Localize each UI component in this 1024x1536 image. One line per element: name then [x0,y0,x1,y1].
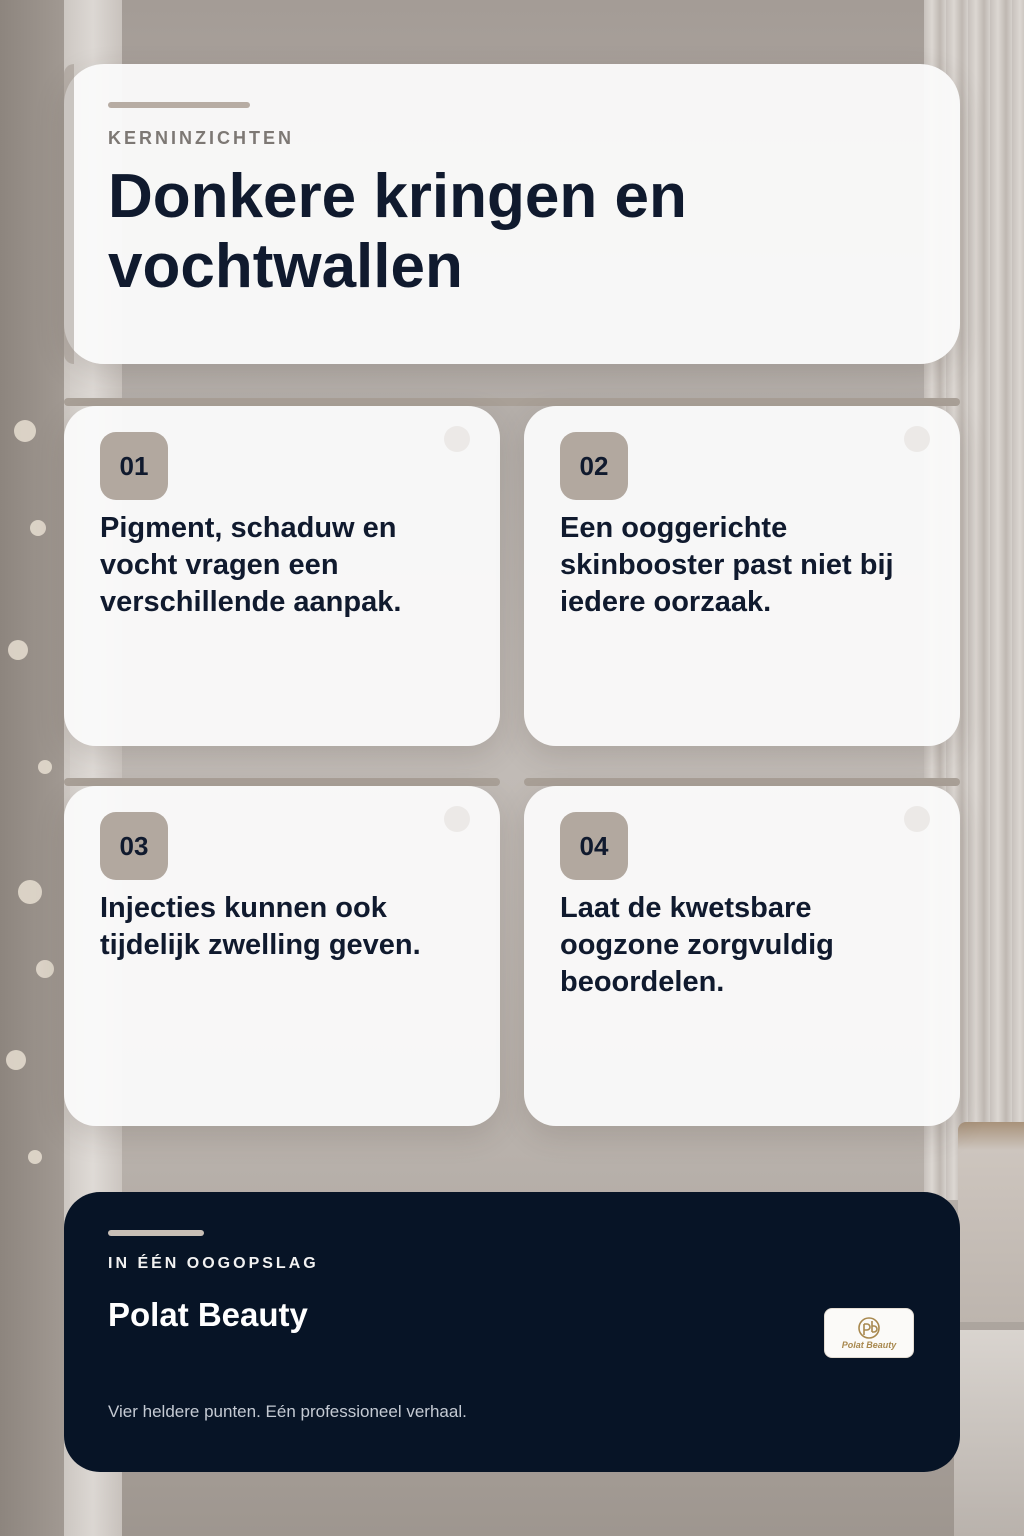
blossom [38,760,52,774]
card-number-badge: 04 [560,812,628,880]
card-text: Een ooggerichte skinbooster past niet bij iedere oorzaak. [560,512,894,618]
blossom [14,420,36,442]
hero-card [64,64,960,364]
logo-wordmark: Polat Beauty [841,1339,897,1350]
card-number-badge: 01 [100,432,168,500]
card-number-badge: 02 [560,432,628,500]
pb-monogram-icon [855,1317,883,1339]
blossom [18,880,42,904]
card-number-badge: 03 [100,812,168,880]
blossom [28,1150,42,1164]
hero-accent-bar [108,102,250,108]
card-top-bar [64,778,500,786]
card-text: Laat de kwetsbare oogzone zorgvuldig beoordelen. [560,892,834,998]
card-dot-icon [904,426,930,452]
insight-card-4 [524,786,960,1126]
card-text: Pigment, schaduw en vocht vragen een verschillende aanpak. [100,512,402,618]
card-row-divider [64,398,960,406]
card-dot-icon [904,806,930,832]
footer-eyebrow: IN ÉÉN OOGOPSLAG [108,1255,319,1272]
summary-footer [64,1192,960,1472]
hero-eyebrow: KERNINZICHTEN [108,128,294,148]
blossom [36,960,54,978]
footer-brand-name: Polat Beauty [108,1296,308,1333]
card-dot-icon [444,426,470,452]
footer-accent-bar [108,1230,204,1236]
insight-card-2 [524,406,960,746]
background-wall [0,0,70,1536]
background-shelf [954,1330,1024,1536]
page-title: Donkere kringen en vochtwallen [108,162,687,301]
brand-logo [824,1308,914,1358]
card-top-bar [524,778,960,786]
insight-card-3 [64,786,500,1126]
footer-tagline: Vier heldere punten. Eén professioneel verhaal. [108,1402,467,1421]
card-dot-icon [444,806,470,832]
background-jar [958,1122,1024,1322]
insight-card-1 [64,406,500,746]
hero-accent-stripe [64,64,74,364]
card-text: Injecties kunnen ook tijdelijk zwelling geven. [100,892,421,961]
blossom [6,1050,26,1070]
blossom [8,640,28,660]
blossom [30,520,46,536]
